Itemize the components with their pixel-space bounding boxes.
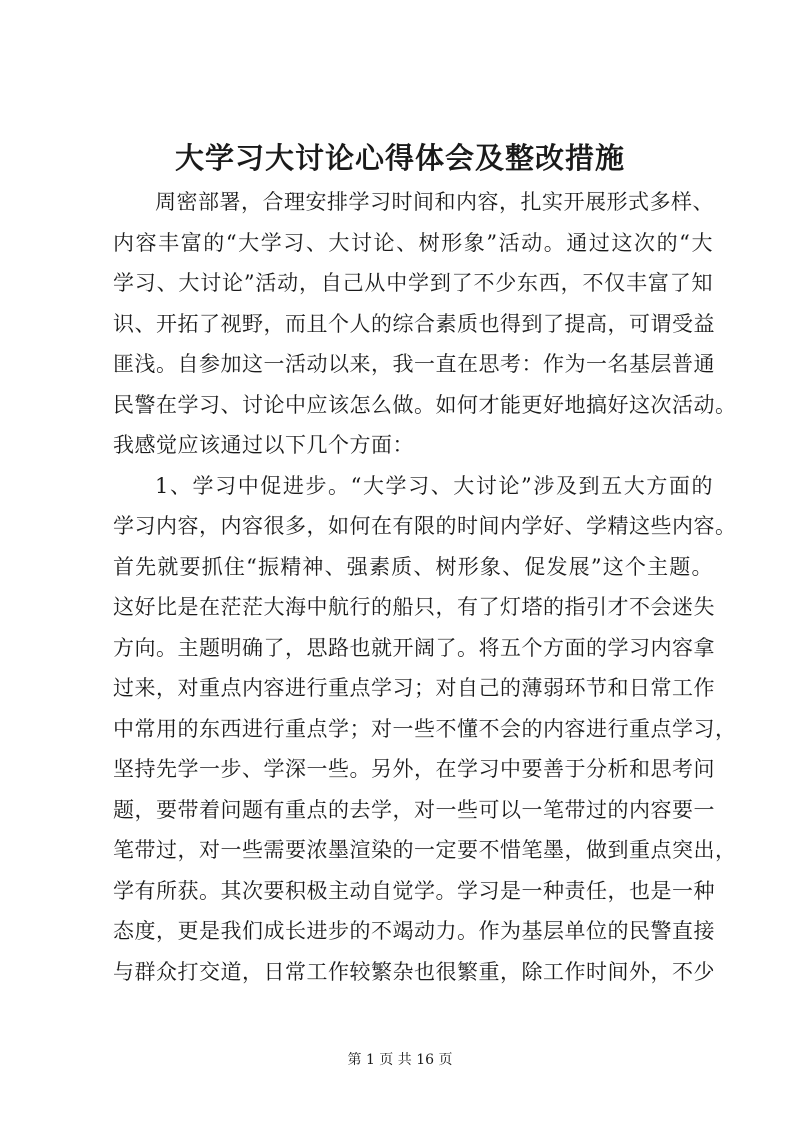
text-line: 过来，对重点内容进行重点学习；对自己的薄弱环节和日常工作 (113, 676, 715, 700)
text-line: 学有所获。其次要积极主动自觉学。学习是一种责任，也是一种 (113, 878, 715, 903)
text-line: 与群众打交道，日常工作较繁杂也很繁重，除工作时间外，不少 (113, 959, 715, 984)
document-body (113, 182, 737, 992)
text-line: 态度，更是我们成长进步的不竭动力。作为基层单位的民警直接 (113, 919, 715, 943)
text-line: 民警在学习、讨论中应该怎么做。如何才能更好地搞好这次活动。 (113, 392, 737, 417)
text-line: 学习、大讨论”活动，自己从中学到了不少东西，不仅丰富了知 (113, 271, 713, 295)
text-line: 内容丰富的“大学习、大讨论、树形象”活动。通过这次的“大 (113, 230, 713, 255)
text-line: 这好比是在茫茫大海中航行的船只，有了灯塔的指引才不会迷失 (113, 595, 715, 619)
text-line: 方向。主题明确了，思路也就开阔了。将五个方面的学习内容拿 (113, 635, 715, 660)
text-line: 周密部署，合理安排学习时间和内容，扎实开展形式多样、 (155, 190, 714, 214)
text-line: 识、开拓了视野，而且个人的综合素质也得到了提高，可谓受益 (113, 311, 715, 336)
document-title: 大学习大讨论心得体会及整改措施 (174, 141, 625, 175)
text-line: 题，要带着问题有重点的去学，对一些可以一笔带过的内容要一 (113, 797, 715, 822)
text-line: 笔带过，对一些需要浓墨渲染的一定要不惜笔墨，做到重点突出， (113, 838, 737, 862)
text-line: 我感觉应该通过以下几个方面： (113, 433, 414, 457)
text-line: 首先就要抓住“振精神、强素质、树形象、促发展”这个主题。 (113, 554, 713, 579)
text-line: 中常用的东西进行重点学；对一些不懂不会的内容进行重点学习， (113, 716, 737, 741)
text-line: 坚持先学一步、学深一些。另外，在学习中要善于分析和思考问 (113, 757, 715, 781)
text-line: 学习内容，内容很多，如何在有限的时间内学好、学精这些内容。 (113, 514, 737, 538)
text-line: 1、学习中促进步。“大学习、大讨论”涉及到五大方面的 (155, 473, 713, 498)
page-footer: 第 1 页 共 16 页 (347, 1052, 453, 1068)
text-line: 匪浅。自参加这一活动以来，我一直在思考：作为一名基层普通 (113, 352, 715, 376)
